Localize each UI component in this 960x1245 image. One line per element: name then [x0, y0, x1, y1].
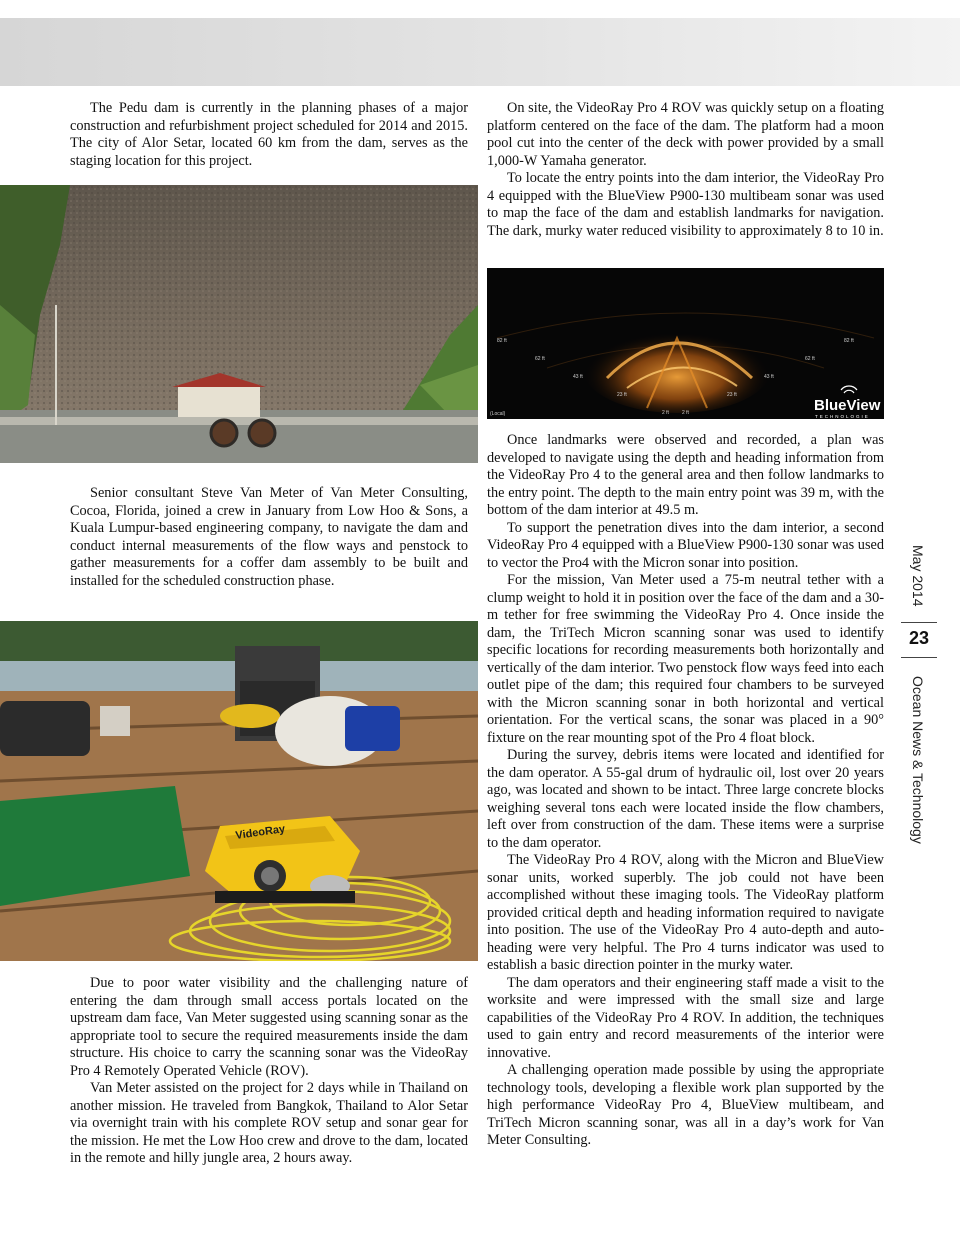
range-label: 62 ft [805, 356, 815, 362]
left-column-intro [70, 100, 468, 170]
paragraph: A challenging operation made possible by using the appropriate technology tools, developing a flexible work plan supported by the high performance VideoRay Pro 4, BlueView multibeam, and TriTech Micron scanning sonar, was all in a day’s work for Van Meter Consulting. [487, 1062, 884, 1148]
sidebar-divider [901, 622, 937, 623]
paragraph: On site, the VideoRay Pro 4 ROV was quickly setup on a floating platform centered on the face of the dam. The platform had a moon pool cut into the center of the deck with power provided by a small 1,000-W Yamaha generator. [487, 100, 884, 169]
paragraph: Due to poor water visibility and the challenging nature of entering the dam through small access portals located on the upstream dam face, Van Meter suggested using scanning sonar as the appropriate tool to secure the required measurements inside the dam structure. His choice to carry the scanning sonar was the VideoRay Pro 4 Remotely Operated Vehicle (ROV). [70, 975, 468, 1079]
paragraph: For the mission, Van Meter used a 75-m neutral tether with a clump weight to hold it in position over the face of the dam and a 30-m tether for free swimming the VideoRay Pro 4. Once inside the dam, the TriTech Micron scanning sonar was used to identify specific locations for recording measurements both horizontally and vertically of the dam interior. Two penstock flow ways feed into each outlet pipe of the dam; this required four chambers to be surveyed with the Micron scanning sonar in both horizontal and vertical orientation. For the vertical scans, the sonar was placed in a 90° fixture on the rear mounting spot of the Pro 4 float block. [487, 572, 884, 746]
page-number: 23 [908, 628, 930, 648]
rov-photo [0, 621, 478, 961]
publication-name: Ocean News & Technology [910, 676, 926, 844]
paragraph: To locate the entry points into the dam interior, the VideoRay Pro 4 equipped with the BlueView P900-130 multibeam sonar was used to map the face of the dam and establish landmarks for navigation. The dark, murky water reduced visibility to approximately 8 to 10 in. [487, 170, 884, 239]
header-band [0, 18, 960, 86]
range-label: 2 ft [682, 410, 689, 416]
range-label: 23 ft [617, 392, 627, 398]
paragraph: Van Meter assisted on the project for 2 days while in Thailand on another mission. He traveled from Bangkok, Thailand to Alor Setar via overnight train with his complete ROV setup and sonar gear for the mission. He met the Low Hoo crew and drove to the dam, located in the remote and hilly jungle area, 2 hours away. [70, 1080, 468, 1166]
bluview-logo-text: BlueView [814, 397, 881, 414]
dam-photo [0, 185, 478, 463]
right-column-top [487, 100, 884, 240]
paragraph: During the survey, debris items were located and identified for the dam operator. A 55-gal drum of hydraulic oil, lost over 20 years ago, was located and shown to be intact. Three large concrete blocks weighing several tons each were located inside the flow chambers, left over from construction of the dam. These items were a surprise to the dam operator. [487, 747, 884, 851]
paragraph: The dam operators and their engineering staff made a visit to the worksite and were impressed with the small size and large capabilities of the VideoRay Pro 4 ROV. In addition, the techniques used to gain entry and record measurements of the interior were innovative. [487, 974, 884, 1061]
range-label: 82 ft [497, 338, 507, 344]
paragraph: To support the penetration dives into the dam interior, a second VideoRay Pro 4 equipped with a BlueView P900-130 sonar was used to vector the Pro4 with the Micron sonar into position. [487, 519, 884, 571]
range-label: 43 ft [764, 374, 774, 380]
right-column-bottom [487, 432, 884, 1150]
range-label: 23 ft [727, 392, 737, 398]
range-label: 2 ft [662, 410, 669, 416]
left-column-bottom [70, 975, 468, 1168]
paragraph: Once landmarks were observed and recorded, a plan was developed to navigate using the depth and heading information from the VideoRay Pro 4 to the general area and then follow landmarks to the entry point. The depth to the main entry point was 39 m, with the bottom of the dam interior at 49.5 m. [487, 432, 884, 518]
range-label: 43 ft [573, 374, 583, 380]
bluview-logo-subtext: TECHNOLOGIE [815, 414, 870, 419]
rov-brand-label: VideoRay [234, 823, 286, 842]
sidebar-divider [901, 657, 937, 658]
issue-date: May 2014 [910, 545, 926, 607]
corner-label: (Local) [490, 411, 506, 417]
left-column-middle [70, 485, 468, 590]
paragraph: Senior consultant Steve Van Meter of Van Meter Consulting, Cocoa, Florida, joined a crew in January from Low Hoo & Sons, a Kuala Lumpur-based engineering company, to navigate the dam and conduct internal measurements of the flow ways and penstock to gather measurements for a coffer dam assembly to be built and installed for the scheduled construction phase. [70, 485, 468, 589]
range-label: 62 ft [535, 356, 545, 362]
range-label: 82 ft [844, 338, 854, 344]
paragraph: The VideoRay Pro 4 ROV, along with the Micron and BlueView sonar units, worked superbly. The job could not have been accomplished without these imaging tools. The VideoRay platform provided critical depth and heading information required to navigate into position. The use of the VideoRay Pro 4 auto-depth and auto-heading were very helpful. The Pro 4 turns indicator was used to establish a basic direction pointer in the murky water. [487, 852, 884, 973]
sonar-image [487, 268, 884, 419]
paragraph: The Pedu dam is currently in the planning phases of a major construction and refurbishment project scheduled for 2014 and 2015. The city of Alor Setar, located 60 km from the dam, serves as the staging location for this project. [70, 100, 468, 169]
